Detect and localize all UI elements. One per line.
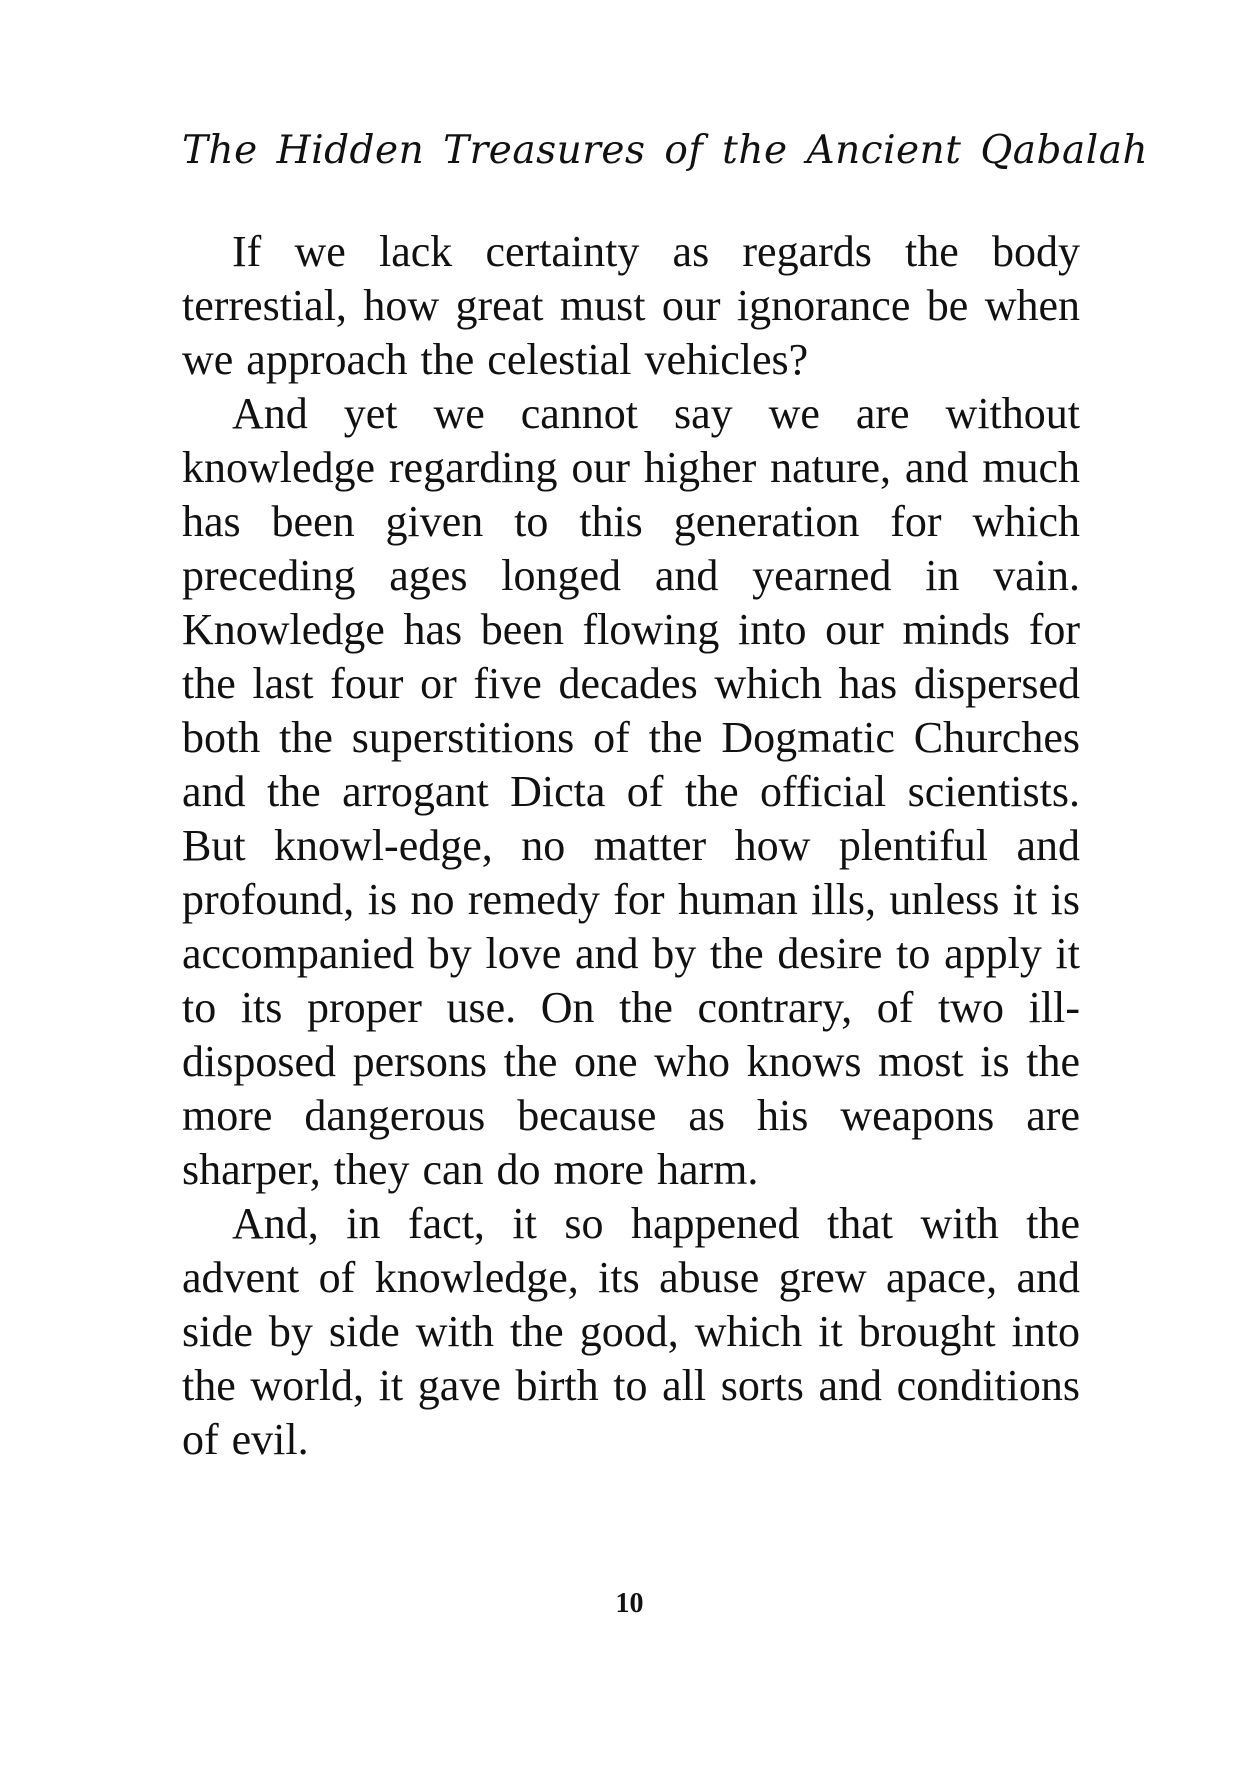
paragraph: And, in fact, it so happened that with the advent of knowledge, its abuse grew apace, and side by side with the good, which it brought into the world, it gave birth to all sorts and conditions of evil. bbox=[182, 1199, 1080, 1464]
paragraph: And yet we cannot say we are without knowledge regarding our higher nature, and much has been given to this generation for which preceding ages longed and yearned in vain. Knowledge has been flowing into our minds for the last four or five decades which has dispersed both the superstitions of the Dogmatic Churches and the arrogant Dicta of the official scientists. But knowl-edge, no matter how plentiful and profound, is no remedy for human ills, unless it is accompanied by love and by the desire to apply it to its proper use. On the contrary, of two ill-disposed persons the one who knows most is the more dangerous because as his weapons are sharper, they can do more harm. bbox=[182, 389, 1080, 1194]
page-number: 10 bbox=[615, 1588, 644, 1619]
paragraph: If we lack certainty as regards the body terrestial, how great must our ignorance be when we approach the celestial vehicles? bbox=[182, 227, 1080, 384]
running-head: The Hidden Treasures of the Ancient Qabalah bbox=[182, 128, 1149, 173]
body-text bbox=[182, 225, 1080, 1467]
